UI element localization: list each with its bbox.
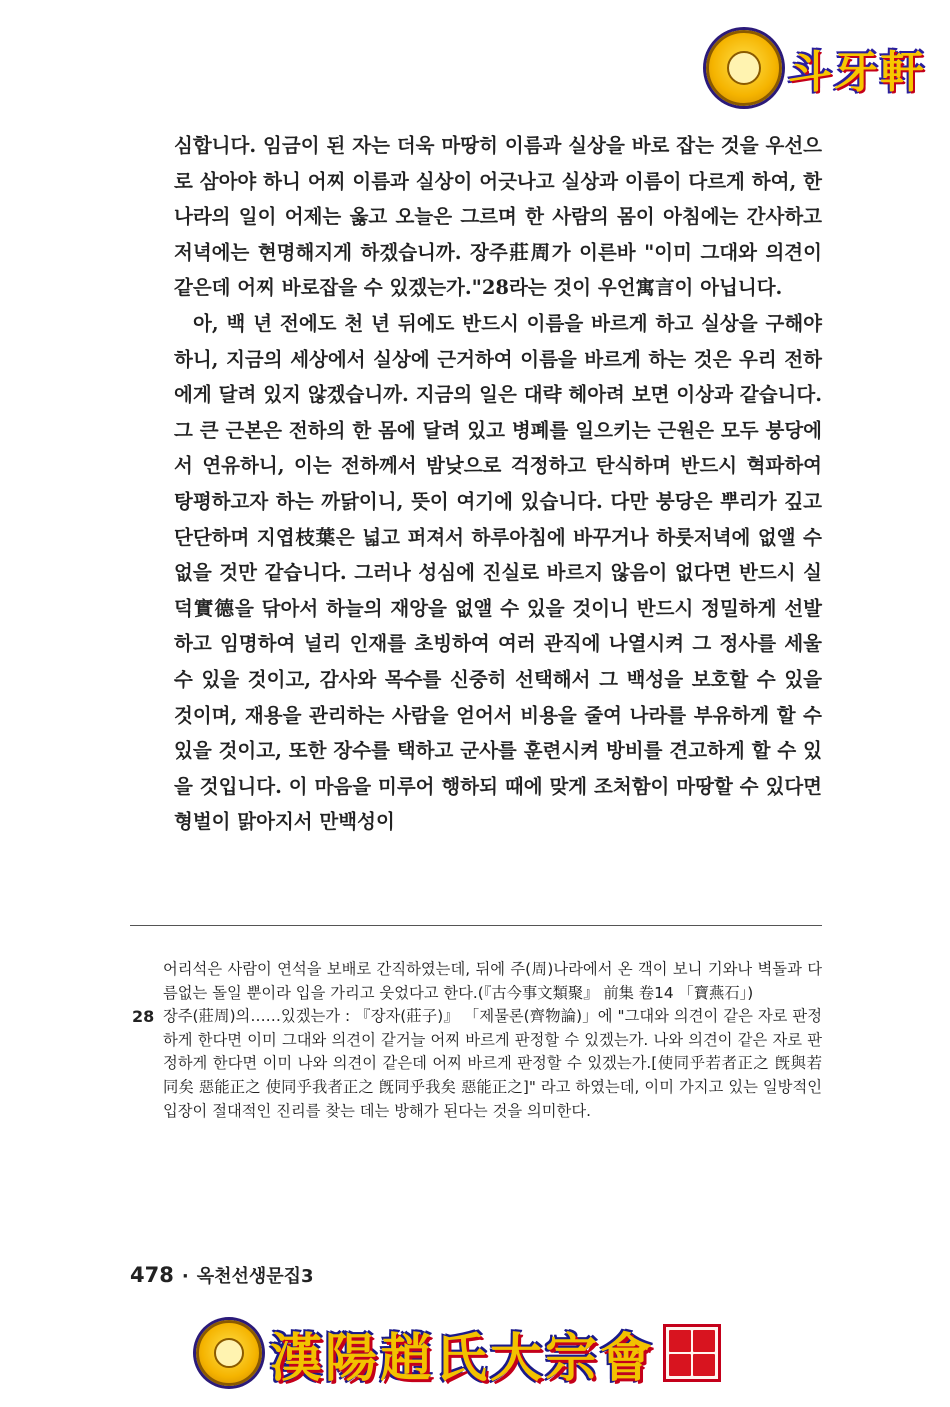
- footnote-divider: [130, 925, 822, 926]
- footnote-continuation: 어리석은 사람이 연석을 보배로 간직하였는데, 뒤에 주(周)나라에서 온 객이 보니 기와나 벽돌과 다름없는 돌일 뿐이라 입을 가리고 웃었다고 한다.(『古今事文類聚』 前集 卷14 「寶燕石」): [163, 960, 822, 1002]
- header-logo: [706, 28, 932, 108]
- footnotes: [132, 958, 822, 1123]
- organization-name: 漢陽趙氏大宗會: [270, 1327, 656, 1389]
- red-seal-icon: [663, 1324, 721, 1382]
- flower-emblem-icon: [196, 1320, 262, 1386]
- page-footer: [130, 1262, 314, 1288]
- header-logo-text: 斗牙軒: [788, 47, 926, 98]
- flower-emblem-icon: [706, 30, 782, 106]
- footnote-item: [132, 1005, 822, 1123]
- footnote-text: 장주(莊周)의……있겠는가 : 『장자(莊子)』 「제물론(齊物論)」에 "그대와 의견이 같은 자로 판정하게 한다면 이미 그대와 의견이 같거늘 어찌 바르게 판정할 수 있겠는가. 나와 의견이 같은 자로 판정하게 한다면 이미 나와 의견이 같은데 어찌 바르게 판정할 수 있겠는가.[使同乎若者正之 旣與若同矣 惡能正之 使同乎我者正之 旣同乎我矣 惡能正之]" 라고 하였는데, 이미 가지고 있는 일방적인 입장이 절대적인 진리를 찾는 데는 방해가 된다는 것을 의미한다.: [163, 1007, 822, 1120]
- footer-separator: ·: [181, 1266, 189, 1287]
- paragraph: 아, 백 년 전에도 천 년 뒤에도 반드시 이름을 바르게 하고 실상을 구해야 하니, 지금의 세상에서 실상에 근거하여 이름을 바르게 하는 것은 우리 전하에게 달려 있지 않겠습니까. 지금의 일은 대략 헤아려 보면 이상과 같습니다. 그 큰 근본은 전하의 한 몸에 달려 있고 병폐를 일으키는 근원은 모두 붕당에서 연유하니, 이는 전하께서 밤낮으로 걱정하고 탄식하며 반드시 혁파하여 탕평하고자 하는 까닭이니, 뜻이 여기에 있습니다. 다만 붕당은 뿌리가 깊고 단단하며 지엽枝葉은 넓고 퍼져서 하루아침에 바꾸거나 하룻저녁에 없앨 수 없을 것만 같습니다. 그러나 성심에 진실로 바르지 않음이 없다면 반드시 실덕實德을 닦아서 하늘의 재앙을 없앨 수 있을 것이니 반드시 정밀하게 선발하고 임명하여 널리 인재를 초빙하여 여러 관직에 나열시켜 그 정사를 세울 수 있을 것이고, 감사와 목수를 신중히 선택해서 그 백성을 보호할 수 있을 것이며, 재용을 관리하는 사람을 얻어서 비용을 줄여 나라를 부유하게 할 수 있을 것이고, 또한 장수를 택하고 군사를 훈련시켜 방비를 견고하게 할 수 있을 것입니다. 이 마음을 미루어 행하되 때에 맞게 조처함이 마땅할 수 있다면 형벌이 맑아지서 만백성이: [174, 311, 822, 834]
- bottom-banner: [196, 1314, 756, 1392]
- footnote-number: 28: [132, 1007, 155, 1027]
- main-text: [174, 128, 822, 840]
- book-title: 옥천선생문집3: [196, 1266, 314, 1287]
- page-number: 478: [130, 1263, 174, 1287]
- paragraph: 심합니다. 임금이 된 자는 더욱 마땅히 이름과 실상을 바로 잡는 것을 우선으로 삼아야 하니 어찌 이름과 실상이 어긋나고 실상과 이름이 다르게 하여, 한 나라의 일이 어제는 옳고 오늘은 그르며 한 사람의 몸이 아침에는 간사하고 저녁에는 현명해지게 하겠습니까. 장주莊周가 이른바 "이미 그대와 의견이 같은데 어찌 바로잡을 수 있겠는가."28라는 것이 우언寓言이 아닙니다.: [174, 134, 822, 300]
